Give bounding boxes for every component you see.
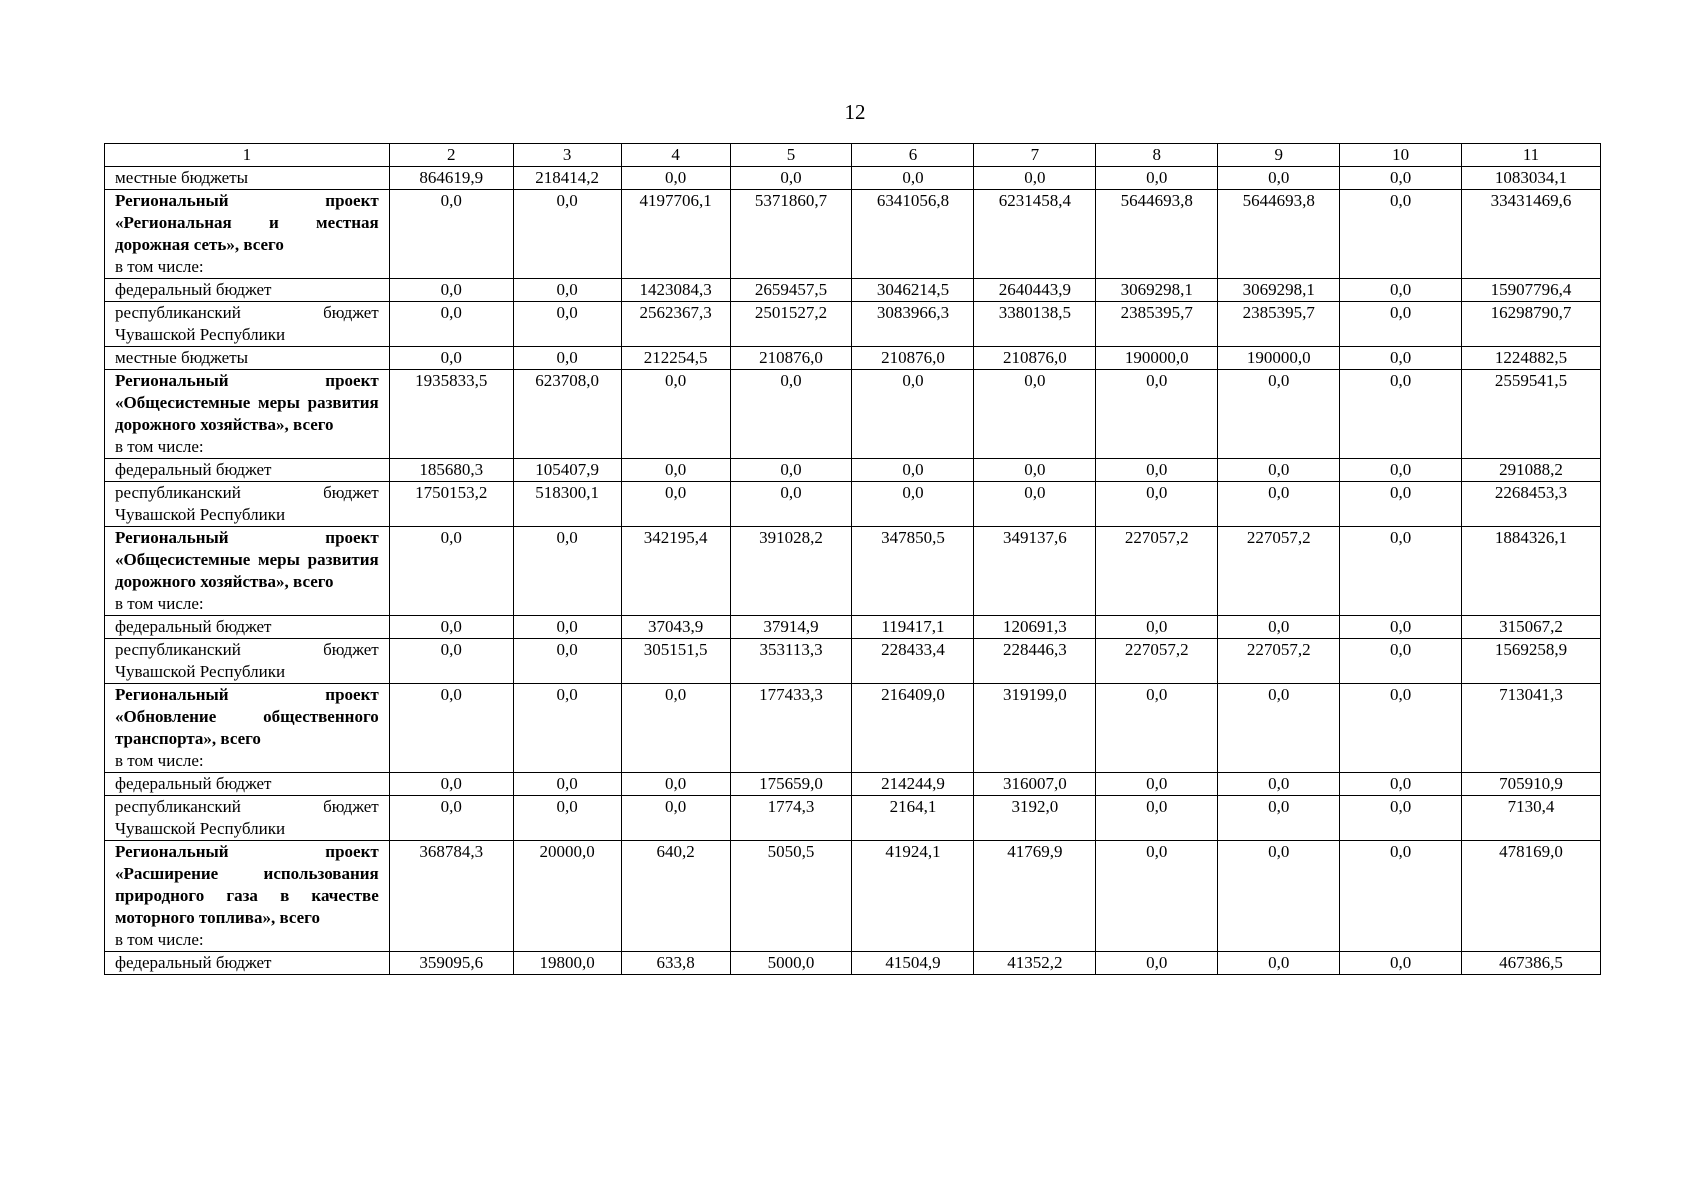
value-cell: 316007,0 [974,773,1096,796]
value-cell: 0,0 [1218,952,1340,975]
value-cell: 0,0 [852,167,974,190]
value-cell: 0,0 [621,167,730,190]
value-cell: 0,0 [1218,370,1340,459]
value-cell: 0,0 [1340,347,1462,370]
value-cell: 0,0 [389,302,513,347]
value-cell: 0,0 [513,639,621,684]
table-row [105,773,1601,796]
value-cell: 0,0 [852,482,974,527]
value-cell: 214244,9 [852,773,974,796]
budget-source-label: федеральный бюджет [115,617,272,636]
including-label: в том числе: [115,930,204,949]
table-row [105,302,1601,347]
value-cell: 0,0 [1096,370,1218,459]
value-cell: 0,0 [621,796,730,841]
budget-source-label: местные бюджеты [115,168,249,187]
value-cell: 228446,3 [974,639,1096,684]
table-row [105,167,1601,190]
value-cell: 0,0 [730,482,852,527]
row-label [105,684,390,773]
value-cell: 0,0 [513,347,621,370]
value-cell: 37043,9 [621,616,730,639]
column-header: 9 [1218,144,1340,167]
column-header: 6 [852,144,974,167]
value-cell: 0,0 [389,190,513,279]
row-label [105,279,390,302]
value-cell: 0,0 [1340,616,1462,639]
value-cell: 0,0 [1218,841,1340,952]
value-cell: 705910,9 [1462,773,1601,796]
value-cell: 41924,1 [852,841,974,952]
value-cell: 0,0 [1096,459,1218,482]
value-cell: 368784,3 [389,841,513,952]
value-cell: 15907796,4 [1462,279,1601,302]
value-cell: 37914,9 [730,616,852,639]
row-label [105,459,390,482]
value-cell: 0,0 [1096,482,1218,527]
table-row [105,527,1601,616]
budget-source-label: республиканский бюджет Чувашской Республики [115,303,379,344]
value-cell: 864619,9 [389,167,513,190]
value-cell: 3069298,1 [1096,279,1218,302]
value-cell: 216409,0 [852,684,974,773]
value-cell: 315067,2 [1462,616,1601,639]
row-label [105,482,390,527]
value-cell: 41352,2 [974,952,1096,975]
value-cell: 2659457,5 [730,279,852,302]
value-cell: 1423084,3 [621,279,730,302]
value-cell: 2385395,7 [1096,302,1218,347]
project-title: Региональный проект «Расширение использования природного газа в качестве моторного топлива», всего [115,842,379,927]
value-cell: 5644693,8 [1096,190,1218,279]
value-cell: 16298790,7 [1462,302,1601,347]
value-cell: 1083034,1 [1462,167,1601,190]
value-cell: 291088,2 [1462,459,1601,482]
value-cell: 353113,3 [730,639,852,684]
value-cell: 0,0 [1340,952,1462,975]
value-cell: 0,0 [621,684,730,773]
row-label [105,639,390,684]
value-cell: 342195,4 [621,527,730,616]
column-header: 1 [105,144,390,167]
value-cell: 6341056,8 [852,190,974,279]
value-cell: 0,0 [730,370,852,459]
value-cell: 391028,2 [730,527,852,616]
project-title: Региональный проект «Региональная и местная дорожная сеть», всего [115,191,379,254]
value-cell: 640,2 [621,841,730,952]
budget-table [104,143,1601,975]
value-cell: 0,0 [389,684,513,773]
value-cell: 0,0 [513,190,621,279]
column-header: 3 [513,144,621,167]
budget-source-label: республиканский бюджет Чувашской Республики [115,640,379,681]
value-cell: 0,0 [513,684,621,773]
column-number-header-row [105,144,1601,167]
value-cell: 0,0 [621,482,730,527]
value-cell: 0,0 [1340,302,1462,347]
value-cell: 7130,4 [1462,796,1601,841]
value-cell: 1884326,1 [1462,527,1601,616]
value-cell: 623708,0 [513,370,621,459]
budget-source-label: федеральный бюджет [115,460,272,479]
value-cell: 0,0 [1218,773,1340,796]
value-cell: 227057,2 [1096,527,1218,616]
including-label: в том числе: [115,437,204,456]
value-cell: 0,0 [389,279,513,302]
value-cell: 120691,3 [974,616,1096,639]
row-label [105,841,390,952]
value-cell: 190000,0 [1218,347,1340,370]
value-cell: 2640443,9 [974,279,1096,302]
value-cell: 175659,0 [730,773,852,796]
row-label [105,370,390,459]
row-label [105,773,390,796]
value-cell: 0,0 [621,459,730,482]
value-cell: 305151,5 [621,639,730,684]
value-cell: 0,0 [1340,773,1462,796]
value-cell: 0,0 [621,370,730,459]
value-cell: 0,0 [513,616,621,639]
value-cell: 347850,5 [852,527,974,616]
including-label: в том числе: [115,257,204,276]
value-cell: 3069298,1 [1218,279,1340,302]
value-cell: 0,0 [1218,796,1340,841]
value-cell: 1569258,9 [1462,639,1601,684]
value-cell: 227057,2 [1218,527,1340,616]
project-title: Региональный проект «Общесистемные меры развития дорожного хозяйства», всего [115,371,379,434]
value-cell: 478169,0 [1462,841,1601,952]
value-cell: 0,0 [1096,684,1218,773]
table-body [105,167,1601,975]
value-cell: 0,0 [1340,190,1462,279]
value-cell: 0,0 [1096,796,1218,841]
value-cell: 0,0 [389,639,513,684]
value-cell: 5000,0 [730,952,852,975]
budget-source-label: республиканский бюджет Чувашской Республики [115,797,379,838]
value-cell: 0,0 [730,167,852,190]
value-cell: 713041,3 [1462,684,1601,773]
value-cell: 0,0 [1096,167,1218,190]
value-cell: 218414,2 [513,167,621,190]
value-cell: 227057,2 [1218,639,1340,684]
table-row [105,370,1601,459]
value-cell: 0,0 [1096,616,1218,639]
value-cell: 210876,0 [974,347,1096,370]
value-cell: 0,0 [389,616,513,639]
value-cell: 0,0 [1340,370,1462,459]
value-cell: 228433,4 [852,639,974,684]
value-cell: 0,0 [852,459,974,482]
value-cell: 3083966,3 [852,302,974,347]
column-header: 11 [1462,144,1601,167]
value-cell: 2164,1 [852,796,974,841]
value-cell: 0,0 [1218,459,1340,482]
value-cell: 3192,0 [974,796,1096,841]
project-title: Региональный проект «Общесистемные меры развития дорожного хозяйства», всего [115,528,379,591]
value-cell: 0,0 [974,370,1096,459]
budget-source-label: федеральный бюджет [115,774,272,793]
table-row [105,279,1601,302]
value-cell: 0,0 [389,527,513,616]
table-row [105,347,1601,370]
value-cell: 5644693,8 [1218,190,1340,279]
value-cell: 3380138,5 [974,302,1096,347]
value-cell: 0,0 [513,796,621,841]
value-cell: 0,0 [389,347,513,370]
row-label [105,190,390,279]
value-cell: 2562367,3 [621,302,730,347]
value-cell: 105407,9 [513,459,621,482]
value-cell: 33431469,6 [1462,190,1601,279]
project-title: Региональный проект «Обновление общественного транспорта», всего [115,685,379,748]
value-cell: 0,0 [1340,459,1462,482]
value-cell: 2385395,7 [1218,302,1340,347]
value-cell: 0,0 [389,796,513,841]
value-cell: 19800,0 [513,952,621,975]
value-cell: 227057,2 [1096,639,1218,684]
value-cell: 2268453,3 [1462,482,1601,527]
value-cell: 0,0 [974,482,1096,527]
value-cell: 41769,9 [974,841,1096,952]
row-label [105,527,390,616]
value-cell: 2501527,2 [730,302,852,347]
value-cell: 1750153,2 [389,482,513,527]
value-cell: 0,0 [1096,841,1218,952]
value-cell: 0,0 [852,370,974,459]
column-header: 7 [974,144,1096,167]
value-cell: 3046214,5 [852,279,974,302]
value-cell: 0,0 [1340,639,1462,684]
value-cell: 0,0 [1340,279,1462,302]
value-cell: 4197706,1 [621,190,730,279]
value-cell: 5371860,7 [730,190,852,279]
row-label [105,796,390,841]
value-cell: 0,0 [1096,773,1218,796]
value-cell: 1224882,5 [1462,347,1601,370]
value-cell: 0,0 [974,459,1096,482]
row-label [105,616,390,639]
value-cell: 0,0 [1218,167,1340,190]
table-row [105,459,1601,482]
value-cell: 190000,0 [1096,347,1218,370]
value-cell: 0,0 [513,527,621,616]
value-cell: 1935833,5 [389,370,513,459]
value-cell: 0,0 [974,167,1096,190]
value-cell: 20000,0 [513,841,621,952]
value-cell: 119417,1 [852,616,974,639]
table-row [105,639,1601,684]
value-cell: 0,0 [513,773,621,796]
value-cell: 0,0 [1218,684,1340,773]
value-cell: 0,0 [1340,796,1462,841]
value-cell: 0,0 [1340,527,1462,616]
value-cell: 0,0 [1096,952,1218,975]
value-cell: 0,0 [1340,684,1462,773]
value-cell: 467386,5 [1462,952,1601,975]
value-cell: 41504,9 [852,952,974,975]
budget-source-label: республиканский бюджет Чувашской Республики [115,483,379,524]
value-cell: 0,0 [1340,841,1462,952]
value-cell: 633,8 [621,952,730,975]
column-header: 4 [621,144,730,167]
value-cell: 0,0 [389,773,513,796]
row-label [105,302,390,347]
table-row [105,482,1601,527]
table-row [105,616,1601,639]
page-number: 12 [844,100,866,124]
column-header: 8 [1096,144,1218,167]
value-cell: 0,0 [1340,167,1462,190]
table-row [105,796,1601,841]
value-cell: 0,0 [513,279,621,302]
value-cell: 0,0 [621,773,730,796]
value-cell: 1774,3 [730,796,852,841]
value-cell: 319199,0 [974,684,1096,773]
value-cell: 349137,6 [974,527,1096,616]
value-cell: 518300,1 [513,482,621,527]
value-cell: 0,0 [1218,482,1340,527]
value-cell: 210876,0 [730,347,852,370]
value-cell: 177433,3 [730,684,852,773]
table-row [105,684,1601,773]
row-label [105,347,390,370]
table-row [105,952,1601,975]
value-cell: 6231458,4 [974,190,1096,279]
table-row [105,841,1601,952]
value-cell: 0,0 [1340,482,1462,527]
value-cell: 5050,5 [730,841,852,952]
row-label [105,167,390,190]
including-label: в том числе: [115,751,204,770]
value-cell: 185680,3 [389,459,513,482]
budget-source-label: федеральный бюджет [115,280,272,299]
table-row [105,190,1601,279]
value-cell: 0,0 [1218,616,1340,639]
column-header: 10 [1340,144,1462,167]
column-header: 5 [730,144,852,167]
value-cell: 210876,0 [852,347,974,370]
including-label: в том числе: [115,594,204,613]
value-cell: 359095,6 [389,952,513,975]
value-cell: 0,0 [730,459,852,482]
column-header: 2 [389,144,513,167]
budget-source-label: федеральный бюджет [115,953,272,972]
budget-source-label: местные бюджеты [115,348,249,367]
value-cell: 212254,5 [621,347,730,370]
value-cell: 0,0 [513,302,621,347]
value-cell: 2559541,5 [1462,370,1601,459]
row-label [105,952,390,975]
